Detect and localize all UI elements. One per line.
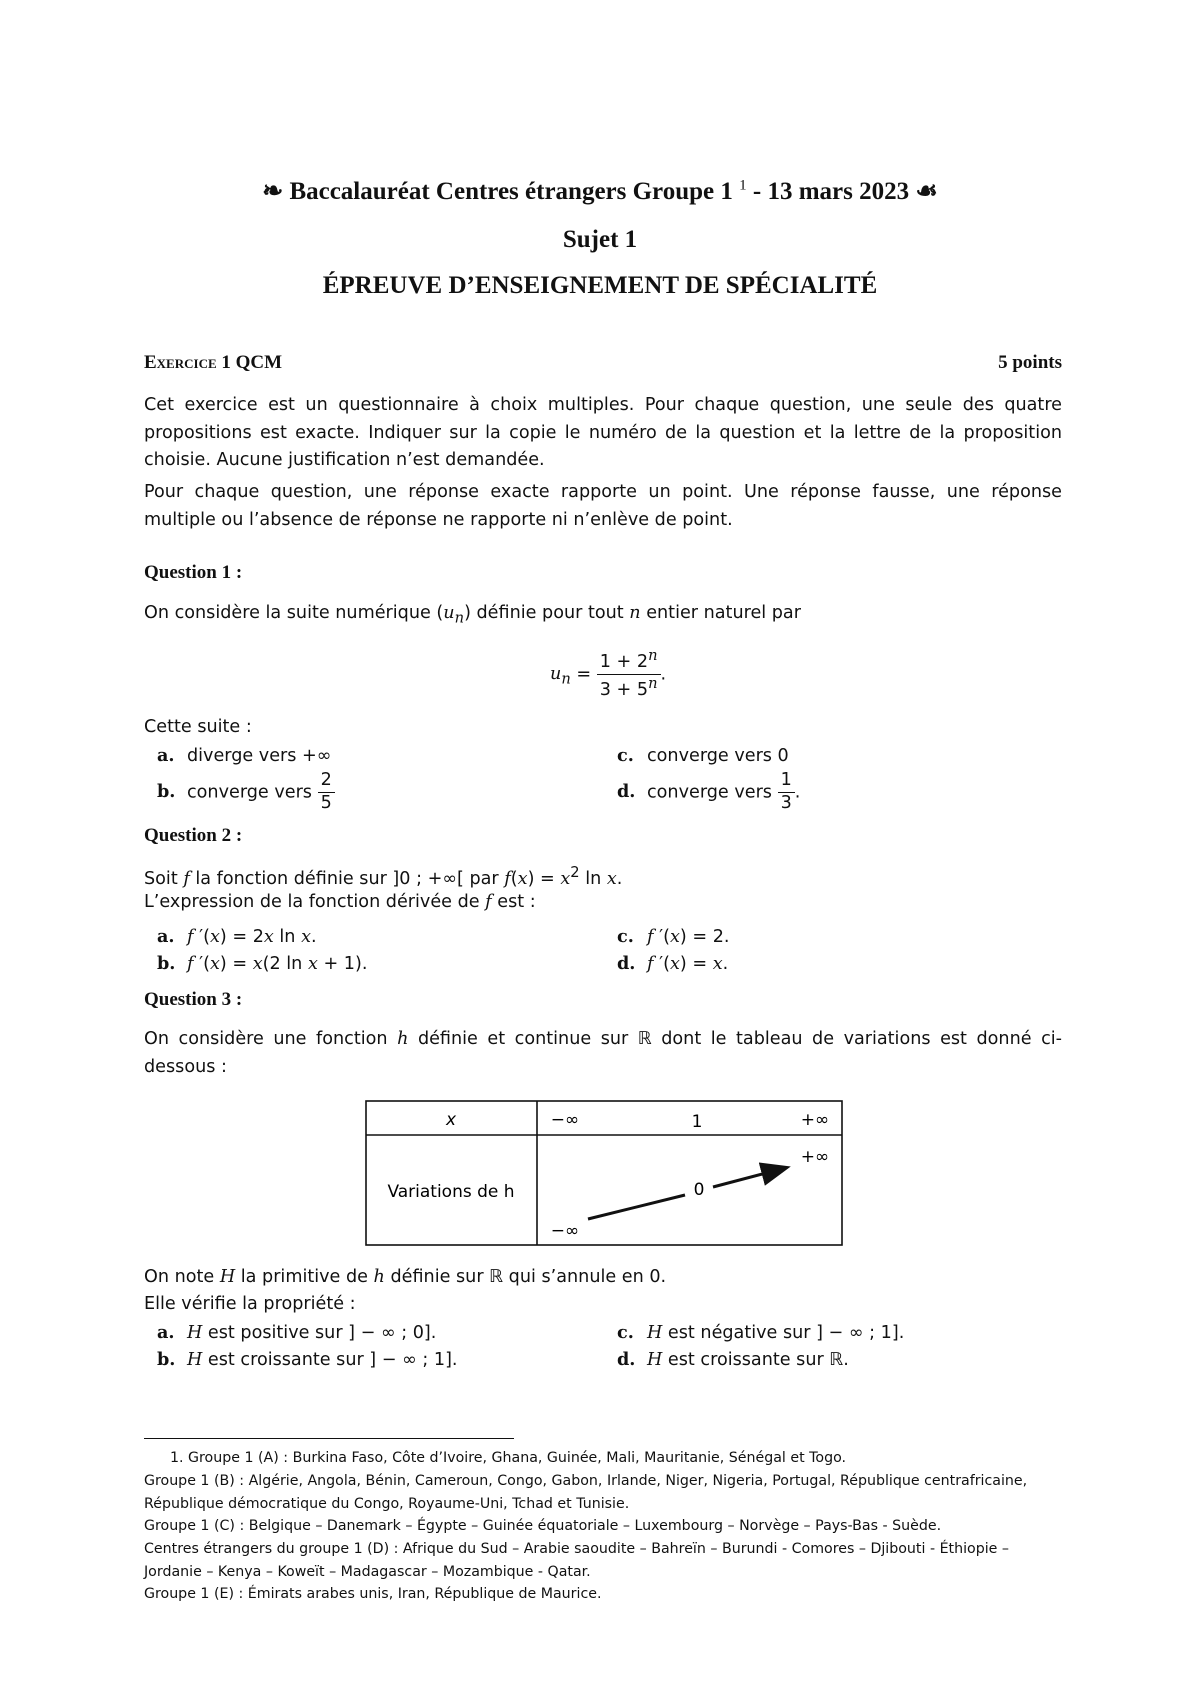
question-3-intro: On considère une fonction h définie et continue sur ℝ dont le tableau de variations est donné ci-dessous : xyxy=(144,1029,1062,1077)
exam-title-text: Baccalauréat Centres étrangers Groupe 1 xyxy=(289,178,733,205)
increasing-arrow-1 xyxy=(588,1195,685,1219)
table-x-value-1: −∞ xyxy=(550,1110,580,1130)
question-3-heading: Question 3 : xyxy=(144,989,243,1010)
footnote-group-c: Groupe 1 (C) : Belgique – Danemark – Égypte – Guinée équatoriale – Luxembourg – Norvège – Pays-Bas - Suède. xyxy=(144,1518,942,1534)
exam-date: 13 mars 2023 xyxy=(767,178,910,205)
footnote-group-a: 1. Groupe 1 (A) : Burkina Faso, Côte d’Ivoire, Ghana, Guinée, Mali, Mauritanie, Sénégal et Togo. xyxy=(170,1450,847,1466)
footnote-mark: 1 xyxy=(739,177,747,194)
footnote-group-b: Groupe 1 (B) : Algérie, Angola, Bénin, Cameroun, Congo, Gabon, Irlande, Niger, Nigeria, Portugal, République centrafricaine, République démocratique du Congo, Royaume-Uni, Tchad et Tunisie. xyxy=(144,1473,1028,1512)
increasing-arrow-2 xyxy=(713,1168,785,1187)
question-2-prompt: L’expression de la fonction dérivée de f est : xyxy=(144,892,536,912)
exercise-kind: QCM xyxy=(235,352,283,373)
question-2-intro: Soit f la fonction définie sur ]0 ; +∞[ par $f(x) = x^2$ ln x. xyxy=(144,864,623,889)
variations-table xyxy=(365,1100,843,1246)
table-x-value-2: 1 xyxy=(691,1112,703,1132)
question-1-prompt: Cette suite : xyxy=(144,717,252,737)
question-1-option-c: c. converge vers 0 xyxy=(617,745,789,766)
footnote-rule xyxy=(144,1438,514,1439)
question-3-option-a: a. H est positive sur ] − ∞ ; 0]. xyxy=(157,1322,437,1343)
footnote-group-d: Centres étrangers du groupe 1 (D) : Afrique du Sud – Arabie saoudite – Bahreïn – Burundi - Comores – Djibouti - Éthiopie – Jordanie – Kenya – Koweït – Madagascar – Mozambique - Qatar. xyxy=(144,1541,1009,1580)
exercise-points: 5 points xyxy=(998,352,1062,373)
question-3-after-table-1: On note H la primitive de h définie sur ℝ qui s’annule en 0. xyxy=(144,1267,667,1287)
question-3-option-d: d. H est croissante sur ℝ. xyxy=(617,1349,849,1370)
instructions-paragraph-2: Pour chaque question, une réponse exacte rapporte un point. Une réponse fausse, une réponse multiple ou l’absence de réponse ne rapporte ni n’enlève de point. xyxy=(144,482,1062,530)
table-variations-label: Variations de h xyxy=(387,1182,515,1202)
ornament-left-icon: ❧ xyxy=(262,178,284,205)
table-h-value-1: −∞ xyxy=(550,1221,580,1241)
table-h-value-3: +∞ xyxy=(800,1147,830,1167)
exercise-label: Exercice 1 xyxy=(144,352,231,373)
table-x-value-3: +∞ xyxy=(800,1110,830,1130)
question-2-option-a: a. f ′(x) = 2x ln x. xyxy=(157,926,317,947)
exam-type: ÉPREUVE D’ENSEIGNEMENT DE SPÉCIALITÉ xyxy=(322,272,878,299)
question-1-option-a: a. diverge vers +∞ xyxy=(157,745,332,766)
question-3-option-c: c. H est négative sur ] − ∞ ; 1]. xyxy=(617,1322,905,1343)
ornament-right-icon: ☙ xyxy=(915,178,938,205)
question-2-heading: Question 2 : xyxy=(144,825,243,846)
table-x-label: x xyxy=(445,1110,457,1130)
question-2-option-b: b. f ′(x) = x(2 ln x + 1). xyxy=(157,953,368,974)
exam-subject: Sujet 1 xyxy=(562,226,638,253)
footnote-group-e: Groupe 1 (E) : Émirats arabes unis, Iran, République de Maurice. xyxy=(144,1586,602,1602)
question-2-option-c: c. f ′(x) = 2. xyxy=(617,926,730,947)
question-1-intro: On considère la suite numérique $(u_n)$ définie pour tout n entier naturel par xyxy=(144,603,801,627)
question-1-heading: Question 1 : xyxy=(144,562,243,583)
question-1-formula: $u_n$ = $\frac{1 + 2^n}{3 + 5^n}$ . xyxy=(550,647,667,700)
question-3-after-table-2: Elle vérifie la propriété : xyxy=(144,1294,356,1314)
exam-title: ❧ Baccalauréat Centres étrangers Groupe 1 $^1$ - 13 mars 2023 ☙ xyxy=(262,177,938,205)
exercise-heading xyxy=(144,352,1062,374)
table-h-value-2: 0 xyxy=(693,1180,705,1200)
instructions-paragraph-1: Cet exercice est un questionnaire à choix multiples. Pour chaque question, une seule des quatre propositions est exacte. Indiquer sur la copie le numéro de la question et la lettre de la proposition choisie. Aucune justification n’est demandée. xyxy=(144,395,1062,470)
question-1-option-b: b. converge vers $\frac{2}{5}$ xyxy=(157,770,335,815)
question-3-option-b: b. H est croissante sur ] − ∞ ; 1]. xyxy=(157,1349,458,1370)
question-2-option-d: d. f ′(x) = x. xyxy=(617,953,729,974)
question-1-option-d: d. converge vers $\frac{1}{3}$ . xyxy=(617,770,801,813)
